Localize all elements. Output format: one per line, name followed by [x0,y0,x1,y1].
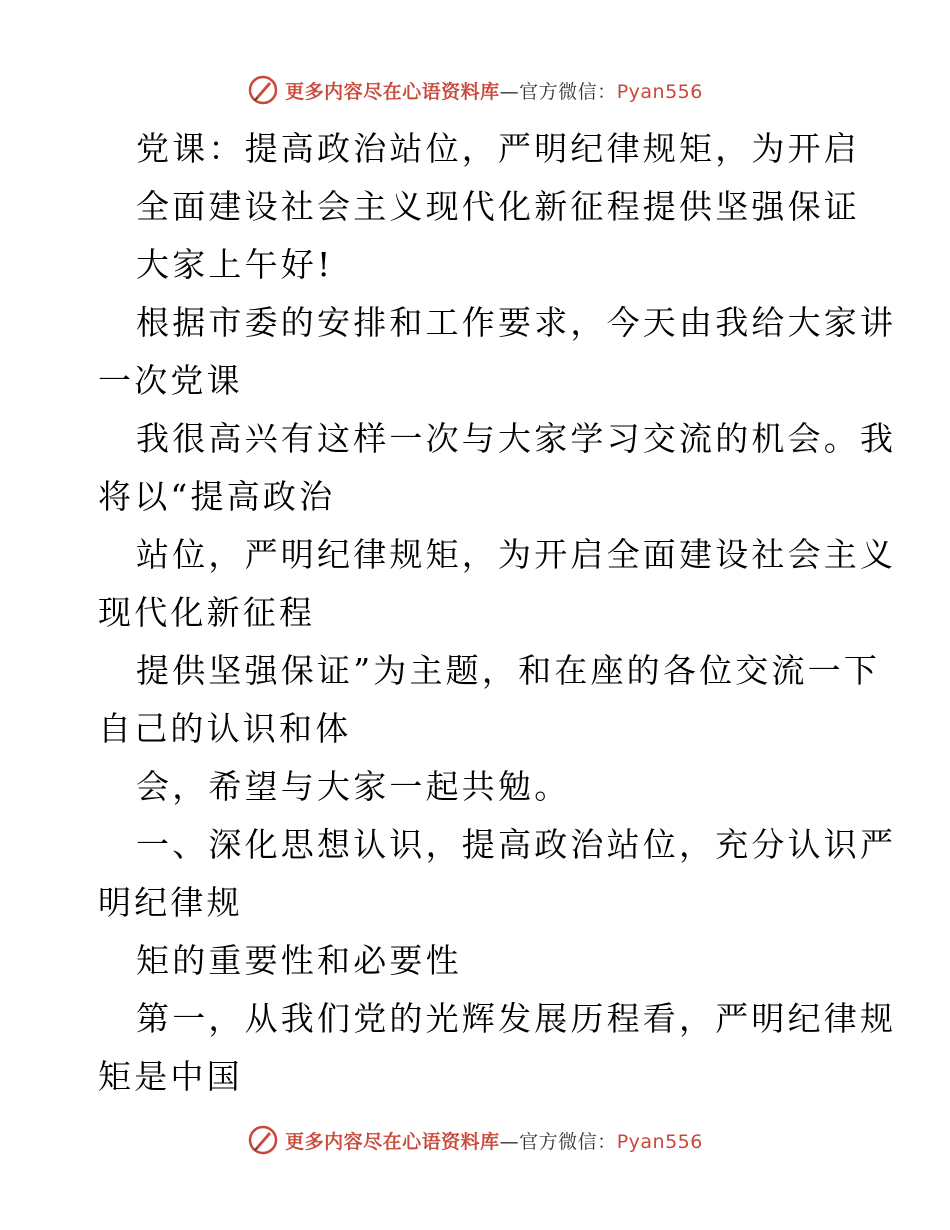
header-brand: 更多内容尽在心语资料库 [285,80,500,103]
text-line: 根据市委的安排和工作要求，今天由我给大家讲 [136,303,897,342]
quill-pen-logo-icon [247,74,279,106]
text-line: 党课：提高政治站位，严明纪律规矩，为开启 [136,129,860,168]
header-separator: — [499,80,520,103]
footer-banner [0,1122,950,1158]
quill-pen-logo-icon [247,1124,279,1156]
text-line: 会，希望与大家一起共勉。 [136,767,571,806]
header-wechat-id: Pyan556 [616,80,703,103]
header-wechat-label: 官方微信： [519,80,617,103]
text-line: 一次党课 [98,361,243,400]
footer-separator: — [499,1130,520,1153]
text-line: 提供坚强保证”为主题，和在座的各位交流一下 [136,651,881,690]
header-banner-text [285,77,703,104]
text-line: 一、深化思想认识，提高政治站位，充分认识严 [136,825,897,864]
text-line: 自己的认识和体 [98,709,352,748]
text-line: 矩是中国 [98,1057,243,1096]
footer-wechat-id: Pyan556 [616,1130,703,1153]
text-line: 我很高兴有这样一次与大家学习交流的机会。我 [136,419,897,458]
text-line: 站位，严明纪律规矩，为开启全面建设社会主义 [136,535,897,574]
footer-banner-text [285,1127,703,1154]
text-line: 将以“提高政治 [98,477,336,516]
text-line: 明纪律规 [98,883,243,922]
text-line: 第一，从我们党的光辉发展历程看，严明纪律规 [136,999,897,1038]
document-body [98,120,897,1106]
text-line: 现代化新征程 [98,593,316,632]
text-line: 大家上午好! [136,245,334,284]
text-line: 全面建设社会主义现代化新征程提供坚强保证 [136,187,860,226]
footer-wechat-label: 官方微信： [519,1130,617,1153]
text-line: 矩的重要性和必要性 [136,941,462,980]
footer-brand: 更多内容尽在心语资料库 [285,1130,500,1153]
header-banner [0,72,950,108]
